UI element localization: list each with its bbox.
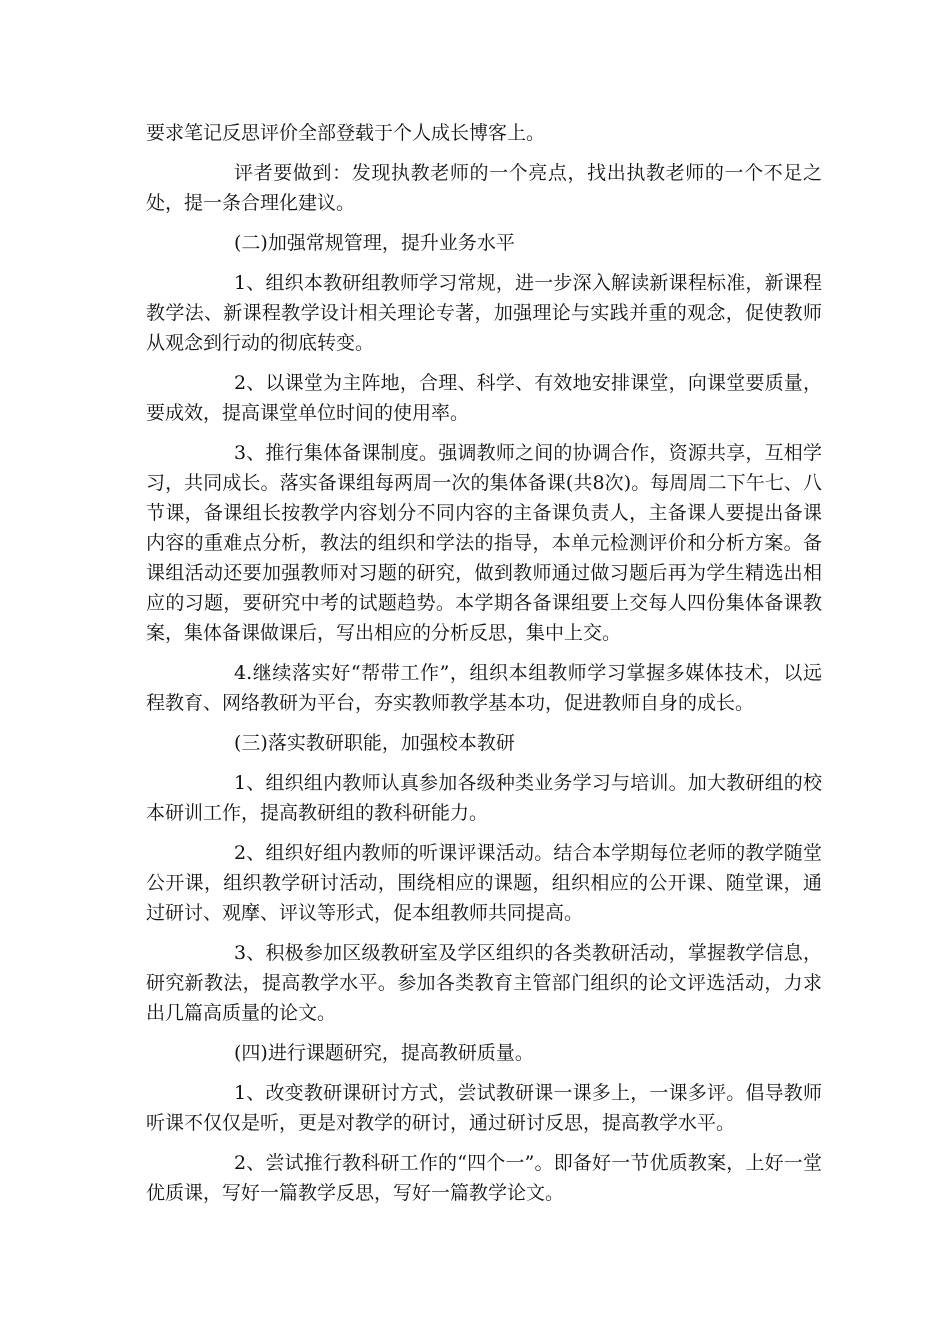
paragraph-2-2: 2、以课堂为主阵地，合理、科学、有效地安排课堂，向课堂要质量，要成效，提高课堂单位时间的使用率。 xyxy=(146,372,822,424)
section-heading-4: (四)进行课题研究，提高教研质量。 xyxy=(234,1042,534,1064)
paragraph-continuation: 要求笔记反思评价全部登载于个人成长博客上。 xyxy=(146,122,546,144)
paragraph-4-2: 2、尝试推行教科研工作的“四个一”。即备好一节优质教案，上好一堂优质课，写好一篇教学反思，写好一篇教学论文。 xyxy=(146,1152,822,1204)
paragraph-3-1: 1、组织组内教师认真参加各级种类业务学习与培训。加大教研组的校本研训工作，提高教研组的教科研能力。 xyxy=(146,772,822,824)
document-body xyxy=(146,118,822,1218)
paragraph-2-1: 1、组织本教研组教师学习常规，进一步深入解读新课程标准，新课程教学法、新课程教学设计相关理论专著，加强理论与实践并重的观念，促使教师从观念到行动的彻底转变。 xyxy=(146,272,822,354)
section-heading-3: (三)落实教研职能，加强校本教研 xyxy=(234,732,515,754)
paragraph-2-3: 3、推行集体备课制度。强调教师之间的协调合作，资源共享，互相学习，共同成长。落实备课组每两周一次的集体备课(共8次)。每周周二下午七、八节课，备课组长按教学内容划分不同内容的主备课负责人，主备课人要提出备课内容的重难点分析，教法的组织和学法的指导，本单元检测评价和分析方案。备课组活动还要加强教师对习题的研究，做到教师通过做习题后再为学生精选出相应的习题，要研究中考的试题趋势。本学期各备课组要上交每人四份集体备课教案，集体备课做课后，写出相应的分析反思，集中上交。 xyxy=(146,442,822,644)
paragraph-2-4: 4.继续落实好“帮带工作”，组织本组教师学习掌握多媒体技术，以远程教育、网络教研为平台，夯实教师教学基本功，促进教师自身的成长。 xyxy=(146,662,822,714)
paragraph-3-3: 3、积极参加区级教研室及学区组织的各类教研活动，掌握教学信息，研究新教法，提高教学水平。参加各类教育主管部门组织的论文评选活动，力求出几篇高质量的论文。 xyxy=(146,942,822,1024)
paragraph-4-1: 1、改变教研课研讨方式，尝试教研课一课多上，一课多评。倡导教师听课不仅仅是听，更是对教学的研讨，通过研讨反思，提高教学水平。 xyxy=(146,1082,822,1134)
section-heading-2: (二)加强常规管理，提升业务水平 xyxy=(234,232,515,254)
paragraph-evaluator-requirements: 评者要做到：发现执教老师的一个亮点，找出执教老师的一个不足之处，提一条合理化建议。 xyxy=(146,162,822,214)
paragraph-3-2: 2、组织好组内教师的听课评课活动。结合本学期每位老师的教学随堂公开课，组织教学研讨活动，围绕相应的课题，组织相应的公开课、随堂课，通过研讨、观摩、评议等形式，促本组教师共同提高。 xyxy=(146,842,822,924)
